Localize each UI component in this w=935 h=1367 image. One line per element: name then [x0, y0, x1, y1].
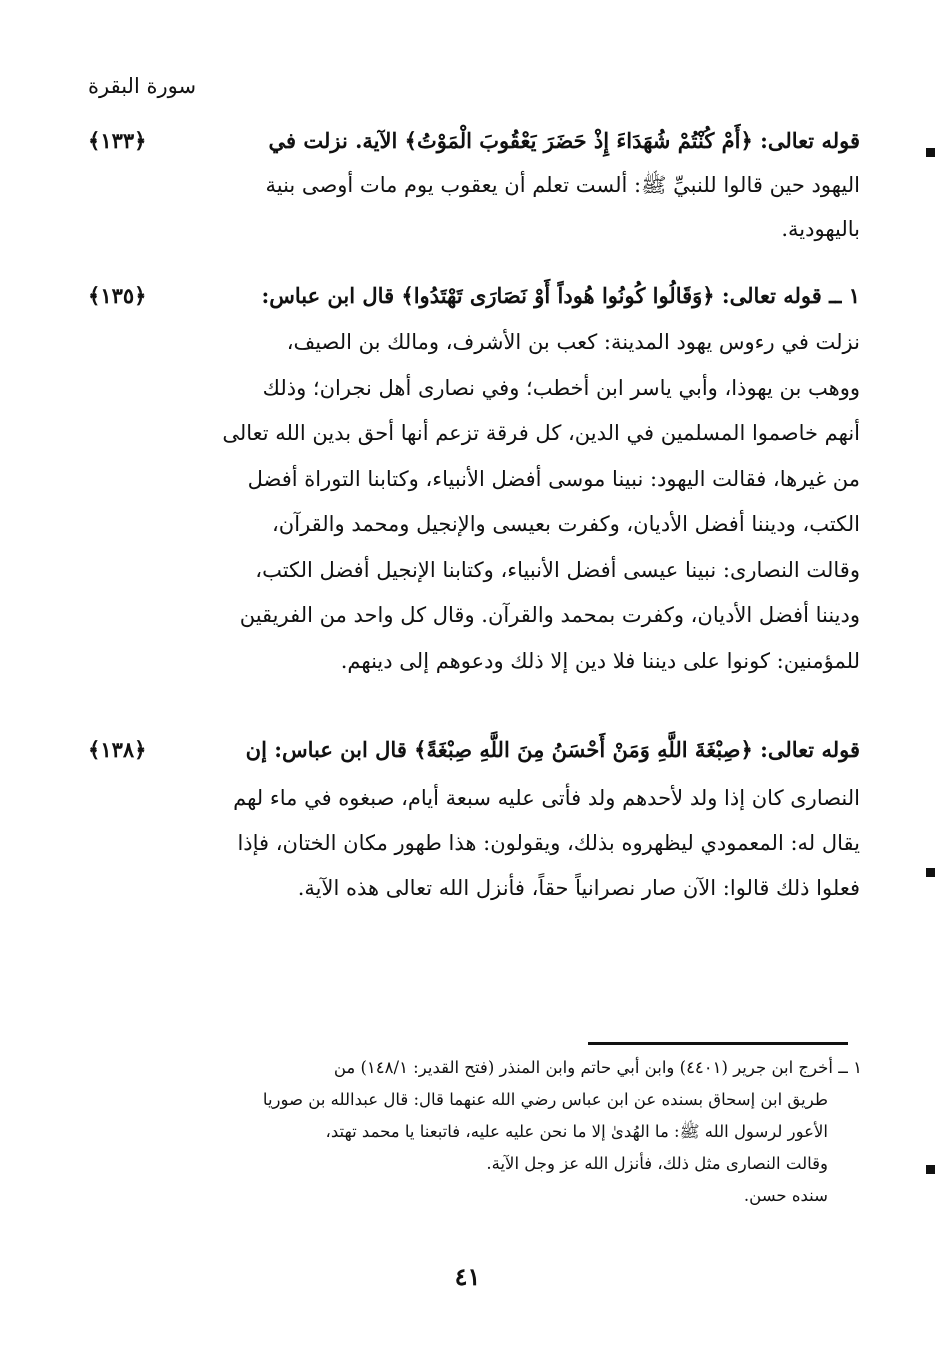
section-138-line-2: النصارى كان إذا ولد لأحدهم ولد فأتى عليه سبعة أيام، صبغوه في ماء لهم — [233, 786, 860, 810]
section-135-line-1-text: ١ ــ قوله تعالى: ﴿وَقَالُوا كُونُوا هُوداً أَوْ نَصَارَى تَهْتَدُوا﴾ قال ابن عباس: — [261, 283, 860, 308]
section-135-line-6: الكتب، وديننا أفضل الأديان، وكفرت بعيسى والإنجيل ومحمد والقرآن، — [272, 512, 860, 536]
footnote-line-4: وقالت النصارى مثل ذلك، فأنزل الله عز وجل الآية. — [486, 1154, 828, 1173]
section-138-line-1 — [88, 728, 860, 772]
margin-mark — [926, 1165, 935, 1174]
section-138-line-4: فعلوا ذلك قالوا: الآن صار نصرانياً حقاً، فأنزل الله تعالى هذه الآية. — [297, 876, 860, 900]
section-135-line-7: وقالت النصارى: نبينا عيسى أفضل الأنبياء، وكتابنا الإنجيل أفضل الكتب، — [255, 557, 860, 582]
footnote-line-5: سنده حسن. — [743, 1186, 828, 1205]
section-138-line-3: يقال له: المعمودي ليظهروه بذلك، ويقولون: هذا طهور مكان الختان، فإذا — [237, 831, 860, 855]
section-133-line-2: اليهود حين قالوا للنبيِّ ﷺ: ألست تعلم أن يعقوب يوم مات أوصى بنية — [265, 173, 860, 197]
section-133-line-1-text: قوله تعالى: ﴿أَمْ كُنْتُمْ شُهَدَاءَ إِذْ حَضَرَ يَعْقُوبَ الْمَوْتُ﴾ الآية. نزلت في — [268, 128, 860, 153]
footnote-line-2: طريق ابن إسحاق بسنده عن ابن عباس رضي الله عنهما قال: قال عبدالله بن صوريا — [262, 1090, 828, 1109]
section-135-ref: ﴿١٣٥﴾ — [88, 283, 147, 308]
section-135-line-3: ووهب بن يهوذا، وأبي ياسر ابن أخطب؛ وفي نصارى أهل نجران؛ وذلك — [262, 375, 860, 400]
section-133-line-3: باليهودية. — [781, 217, 860, 241]
section-135-line-9: للمؤمنين: كونوا على ديننا فلا دين إلا ذلك ودعوهم إلى دينهم. — [340, 648, 860, 673]
section-135-line-5: من غيرها، فقالت اليهود: نبينا موسى أفضل الأنبياء، وكتابنا التوراة أفضل — [247, 466, 860, 491]
section-135-line-8: وديننا أفضل الأديان، وكفرت بمحمد والقرآن. وقال كل واحد من الفريقين — [239, 603, 860, 627]
footnote-line-1: ١ ــ أخرج ابن جرير (٤٤٠١) وابن أبي حاتم وابن المنذر (فتح القدير: ١٤٨/١) من — [333, 1058, 862, 1077]
footnote-line-3: الأعور لرسول الله ﷺ: ما الهُدىٰ إلا ما نحن عليه عليه، فاتبعنا يا محمد تهتد، — [325, 1122, 828, 1141]
section-138-line-1-text: قوله تعالى: ﴿صِبْغَةَ اللَّهِ وَمَنْ أَحْسَنُ مِنَ اللَّهِ صِبْغَةً﴾ قال ابن عباس: إن — [245, 737, 860, 762]
surah-title: سورة البقرة — [88, 74, 197, 98]
section-138-ref: ﴿١٣٨﴾ — [88, 737, 147, 762]
section-135-body — [150, 320, 860, 684]
section-135-line-2: نزلت في رءوس يهود المدينة: كعب بن الأشرف، ومالك بن الصيف، — [286, 330, 860, 354]
section-133-body — [150, 163, 860, 251]
margin-mark — [926, 148, 935, 157]
section-138-body — [150, 776, 860, 911]
section-133-ref: ﴿١٣٣﴾ — [88, 128, 147, 153]
footnote-divider — [588, 1042, 848, 1045]
section-133-line-1 — [88, 119, 860, 163]
section-135-line-1 — [88, 274, 860, 318]
section-135-line-4: أنهم خاصموا المسلمين في الدين، كل فرقة تزعم أنها أحق بدين الله تعالى — [222, 421, 860, 445]
footnotes — [150, 1052, 862, 1212]
page-number: ٤١ — [454, 1262, 481, 1291]
margin-mark — [926, 868, 935, 877]
